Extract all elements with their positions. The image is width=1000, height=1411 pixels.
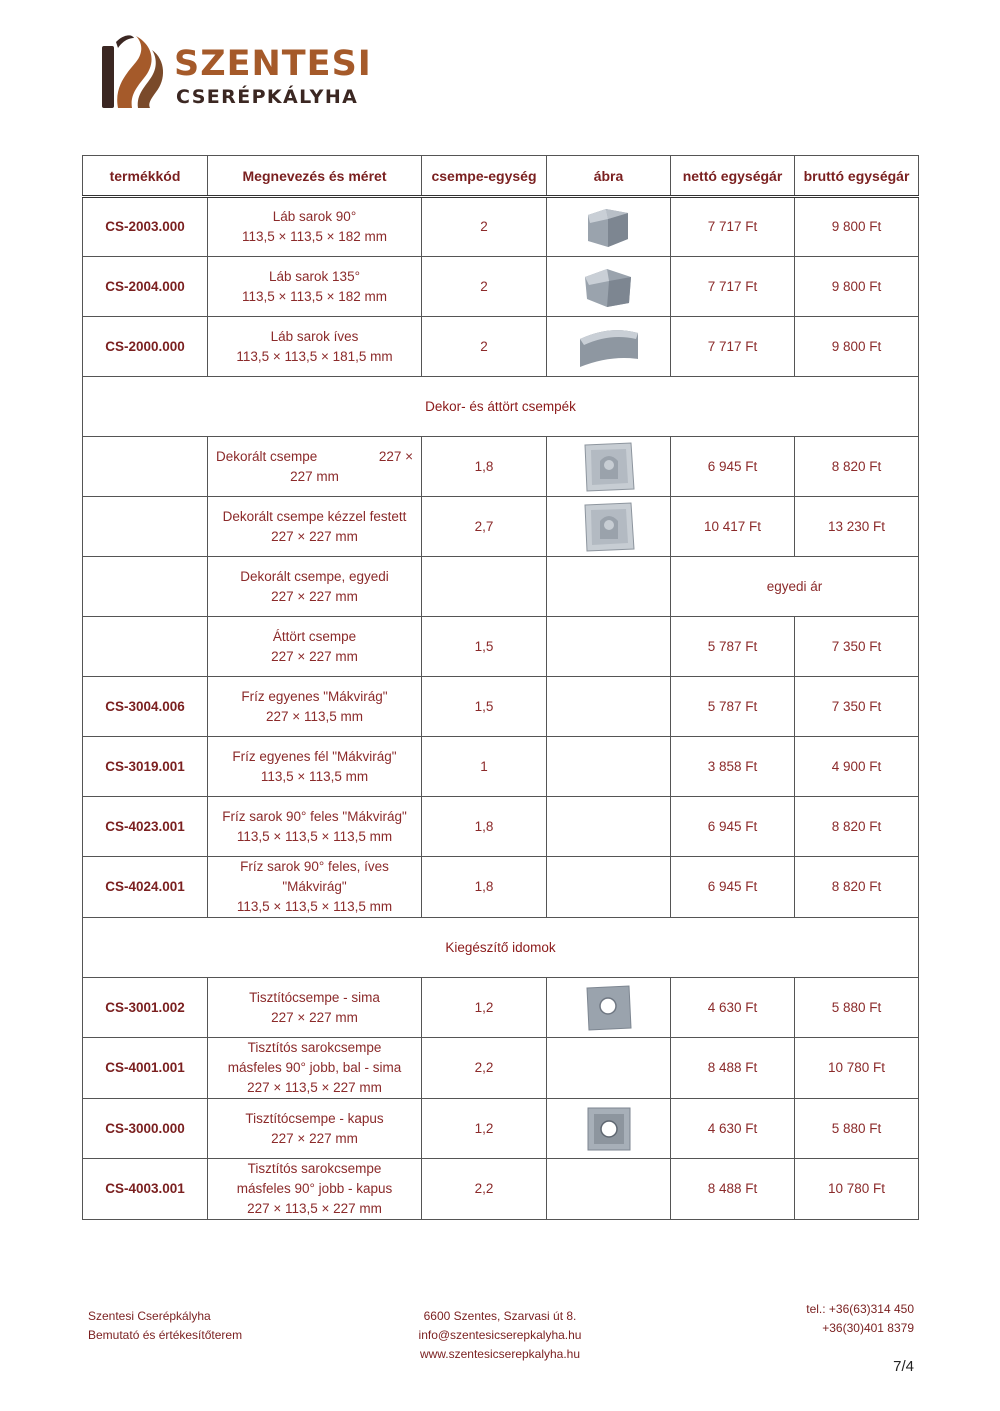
gross-price: 10 780 Ft [795,1038,919,1099]
product-size-part: 227 × [378,448,413,464]
tile-unit [422,557,547,617]
product-name-cell [208,617,422,677]
tile-unit: 1,8 [422,857,547,918]
tile-unit: 1,8 [422,437,547,497]
net-price: 8 488 Ft [671,1038,795,1099]
table-row [83,1099,919,1159]
product-name: Áttört csempe [272,628,357,644]
product-image-cell [547,737,671,797]
product-code: CS-3001.002 [83,978,208,1038]
table-row [83,317,919,377]
net-price: 3 858 Ft [671,737,795,797]
product-code: CS-2003.000 [83,197,208,257]
corner-90-tile-icon [584,205,634,249]
product-name-cell [208,257,422,317]
product-name: Dekorált csempe, egyedi [240,568,389,584]
product-image-cell [547,257,671,317]
product-code [83,437,208,497]
product-name-line [214,447,415,467]
product-name: Láb sarok 135° [269,268,360,284]
product-name: Dekorált csempe [216,448,318,464]
product-name: Láb sarok íves [270,328,359,344]
product-size: 227 × 113,5 × 227 mm [247,1201,382,1216]
product-image-cell [547,617,671,677]
product-size: 227 × 227 mm [271,648,358,664]
product-image-cell [547,1038,671,1099]
product-size: 113,5 × 113,5 × 113,5 mm [236,899,393,914]
product-code: CS-2004.000 [83,257,208,317]
tile-unit: 2 [422,317,547,377]
gross-price: 9 800 Ft [795,197,919,257]
section-row [83,918,919,978]
product-name-cell [208,317,422,377]
corner-135-tile-icon [583,265,635,309]
net-price: 7 717 Ft [671,197,795,257]
tile-unit: 2,2 [422,1038,547,1099]
gross-price: 5 880 Ft [795,1099,919,1159]
product-name: Fríz sarok 90° feles "Mákvirág" [222,808,407,824]
net-price: 6 945 Ft [671,857,795,918]
table-header-row [83,156,919,197]
product-size: 113,5 × 113,5 × 181,5 mm [236,348,393,364]
product-code: CS-4003.001 [83,1159,208,1220]
product-size: 113,5 × 113,5 × 113,5 mm [236,828,393,844]
product-image-cell [547,317,671,377]
footer-contact [400,1307,600,1364]
product-name-cell [208,978,422,1038]
website-link[interactable]: www.szentesicserepkalyha.hu [419,1347,581,1361]
product-image-cell [547,677,671,737]
product-name-cell [208,797,422,857]
product-image-cell [547,437,671,497]
phone-1: tel.: +36(63)314 450 [806,1302,914,1316]
footer-phone [806,1300,914,1338]
table-row [83,1038,919,1099]
product-size: 227 mm [290,468,339,484]
gross-price: 8 820 Ft [795,857,919,918]
product-name: Tisztítócsempe - sima [249,989,380,1005]
cleaning-tile-door-icon [585,1105,633,1153]
net-price: 4 630 Ft [671,978,795,1038]
net-price: 7 717 Ft [671,317,795,377]
product-size: 227 × 227 mm [271,1009,358,1025]
product-name-cell [208,1038,422,1099]
header-name-size: Megnevezés és méret [208,156,422,197]
showroom-label: Bemutató és értékesítőterem [88,1328,243,1342]
logo [96,32,386,114]
header-net-price: nettó egységár [671,156,795,197]
product-name-cell [208,857,422,918]
section-row [83,377,919,437]
table-row [83,617,919,677]
product-size: 113,5 × 113,5 mm [260,768,369,784]
product-name: Fríz egyenes "Mákvirág" [241,688,388,704]
tile-unit: 2,2 [422,1159,547,1220]
product-code: CS-3004.006 [83,677,208,737]
tile-unit: 2,7 [422,497,547,557]
net-price: 6 945 Ft [671,437,795,497]
product-code: CS-4024.001 [83,857,208,918]
product-name-cell [208,1159,422,1220]
product-name: Tisztítócsempe - kapus [245,1110,384,1126]
product-name: Dekorált csempe kézzel festett [222,508,407,524]
gross-price: 4 900 Ft [795,737,919,797]
product-name: Tisztítós sarokcsempe [247,1040,382,1055]
tile-unit: 1,2 [422,978,547,1038]
table-row [83,557,919,617]
product-image-cell [547,857,671,918]
section-title: Kiegészítő idomok [83,918,919,978]
product-size: 227 × 227 mm [271,528,358,544]
product-name-line2: másfeles 90° jobb - kapus [236,1181,393,1196]
product-image-cell [547,197,671,257]
page-number: 7/4 [893,1358,914,1375]
table-row [83,737,919,797]
product-name: Fríz sarok 90° feles, íves [240,859,389,874]
header-gross-price: bruttó egységár [795,156,919,197]
net-price: 7 717 Ft [671,257,795,317]
gross-price: 7 350 Ft [795,617,919,677]
gross-price: 8 820 Ft [795,797,919,857]
header-tile-unit: csempe-egység [422,156,547,197]
decorated-tile-icon [582,441,636,493]
tile-unit: 1,8 [422,797,547,857]
product-size: 227 × 113,5 × 227 mm [247,1080,382,1095]
brand-name: SZENTESI [174,44,372,84]
product-size: 227 × 113,5 mm [266,708,363,724]
product-image-cell [547,497,671,557]
product-code: CS-4023.001 [83,797,208,857]
product-code: CS-4001.001 [83,1038,208,1099]
brand-subtitle: CSERÉPKÁLYHA [176,86,359,108]
table-row [83,677,919,737]
gross-price: 8 820 Ft [795,437,919,497]
section-title: Dekor- és áttört csempék [83,377,919,437]
product-image-cell [547,978,671,1038]
gross-price: 9 800 Ft [795,317,919,377]
email-link[interactable]: info@szentesicserepkalyha.hu [418,1328,582,1342]
gross-price: 13 230 Ft [795,497,919,557]
tile-unit: 2 [422,257,547,317]
table-row [83,1159,919,1220]
cleaning-tile-plain-icon [584,984,634,1032]
table-row [83,197,919,257]
tile-unit: 1,5 [422,617,547,677]
gross-price: 9 800 Ft [795,257,919,317]
hand-painted-tile-icon [582,501,636,553]
product-image-cell [547,1159,671,1220]
product-size: 113,5 × 113,5 × 182 mm [241,288,388,304]
product-code [83,557,208,617]
net-price: 8 488 Ft [671,1159,795,1220]
header-image: ábra [547,156,671,197]
flame-logo-icon [96,32,166,112]
product-name-line2: másfeles 90° jobb, bal - sima [227,1060,402,1075]
footer-company [88,1307,242,1345]
custom-price-note: egyedi ár [671,557,919,617]
net-price: 5 787 Ft [671,617,795,677]
product-code [83,497,208,557]
product-image-cell [547,797,671,857]
product-name-cell [208,737,422,797]
product-name-cell [208,497,422,557]
net-price: 5 787 Ft [671,677,795,737]
table-row [83,797,919,857]
gross-price: 7 350 Ft [795,677,919,737]
product-name: Láb sarok 90° [272,209,357,224]
product-size: 227 × 227 mm [271,1130,358,1146]
product-name-line2: "Mákvirág" [282,879,347,894]
net-price: 6 945 Ft [671,797,795,857]
table-row [83,497,919,557]
product-code: CS-3000.000 [83,1099,208,1159]
table-row [83,978,919,1038]
gross-price: 5 880 Ft [795,978,919,1038]
company-name: Szentesi Cserépkályha [88,1309,211,1323]
product-name-cell [208,197,422,257]
product-code [83,617,208,677]
tile-unit: 1,2 [422,1099,547,1159]
net-price: 4 630 Ft [671,1099,795,1159]
product-name: Fríz egyenes fél "Mákvirág" [232,748,397,764]
product-name: Tisztítós sarokcsempe [247,1161,382,1176]
product-code: CS-3019.001 [83,737,208,797]
product-size: 227 × 227 mm [271,588,358,604]
product-code: CS-2000.000 [83,317,208,377]
address: 6600 Szentes, Szarvasi út 8. [423,1309,577,1323]
product-image-cell [547,557,671,617]
tile-unit: 1 [422,737,547,797]
product-size: 113,5 × 113,5 × 182 mm [241,229,388,244]
product-name-cell [208,1099,422,1159]
gross-price: 10 780 Ft [795,1159,919,1220]
net-price: 10 417 Ft [671,497,795,557]
header-product-code: termékkód [83,156,208,197]
phone-2: +36(30)401 8379 [822,1321,914,1335]
table-row [83,857,919,918]
tile-unit: 1,5 [422,677,547,737]
product-name-cell [208,677,422,737]
price-list-table [82,155,919,1220]
product-image-cell [547,1099,671,1159]
product-name-cell [208,437,422,497]
table-row [83,257,919,317]
tile-unit: 2 [422,197,547,257]
product-name-cell [208,557,422,617]
curved-corner-tile-icon [576,325,642,369]
table-row [83,437,919,497]
